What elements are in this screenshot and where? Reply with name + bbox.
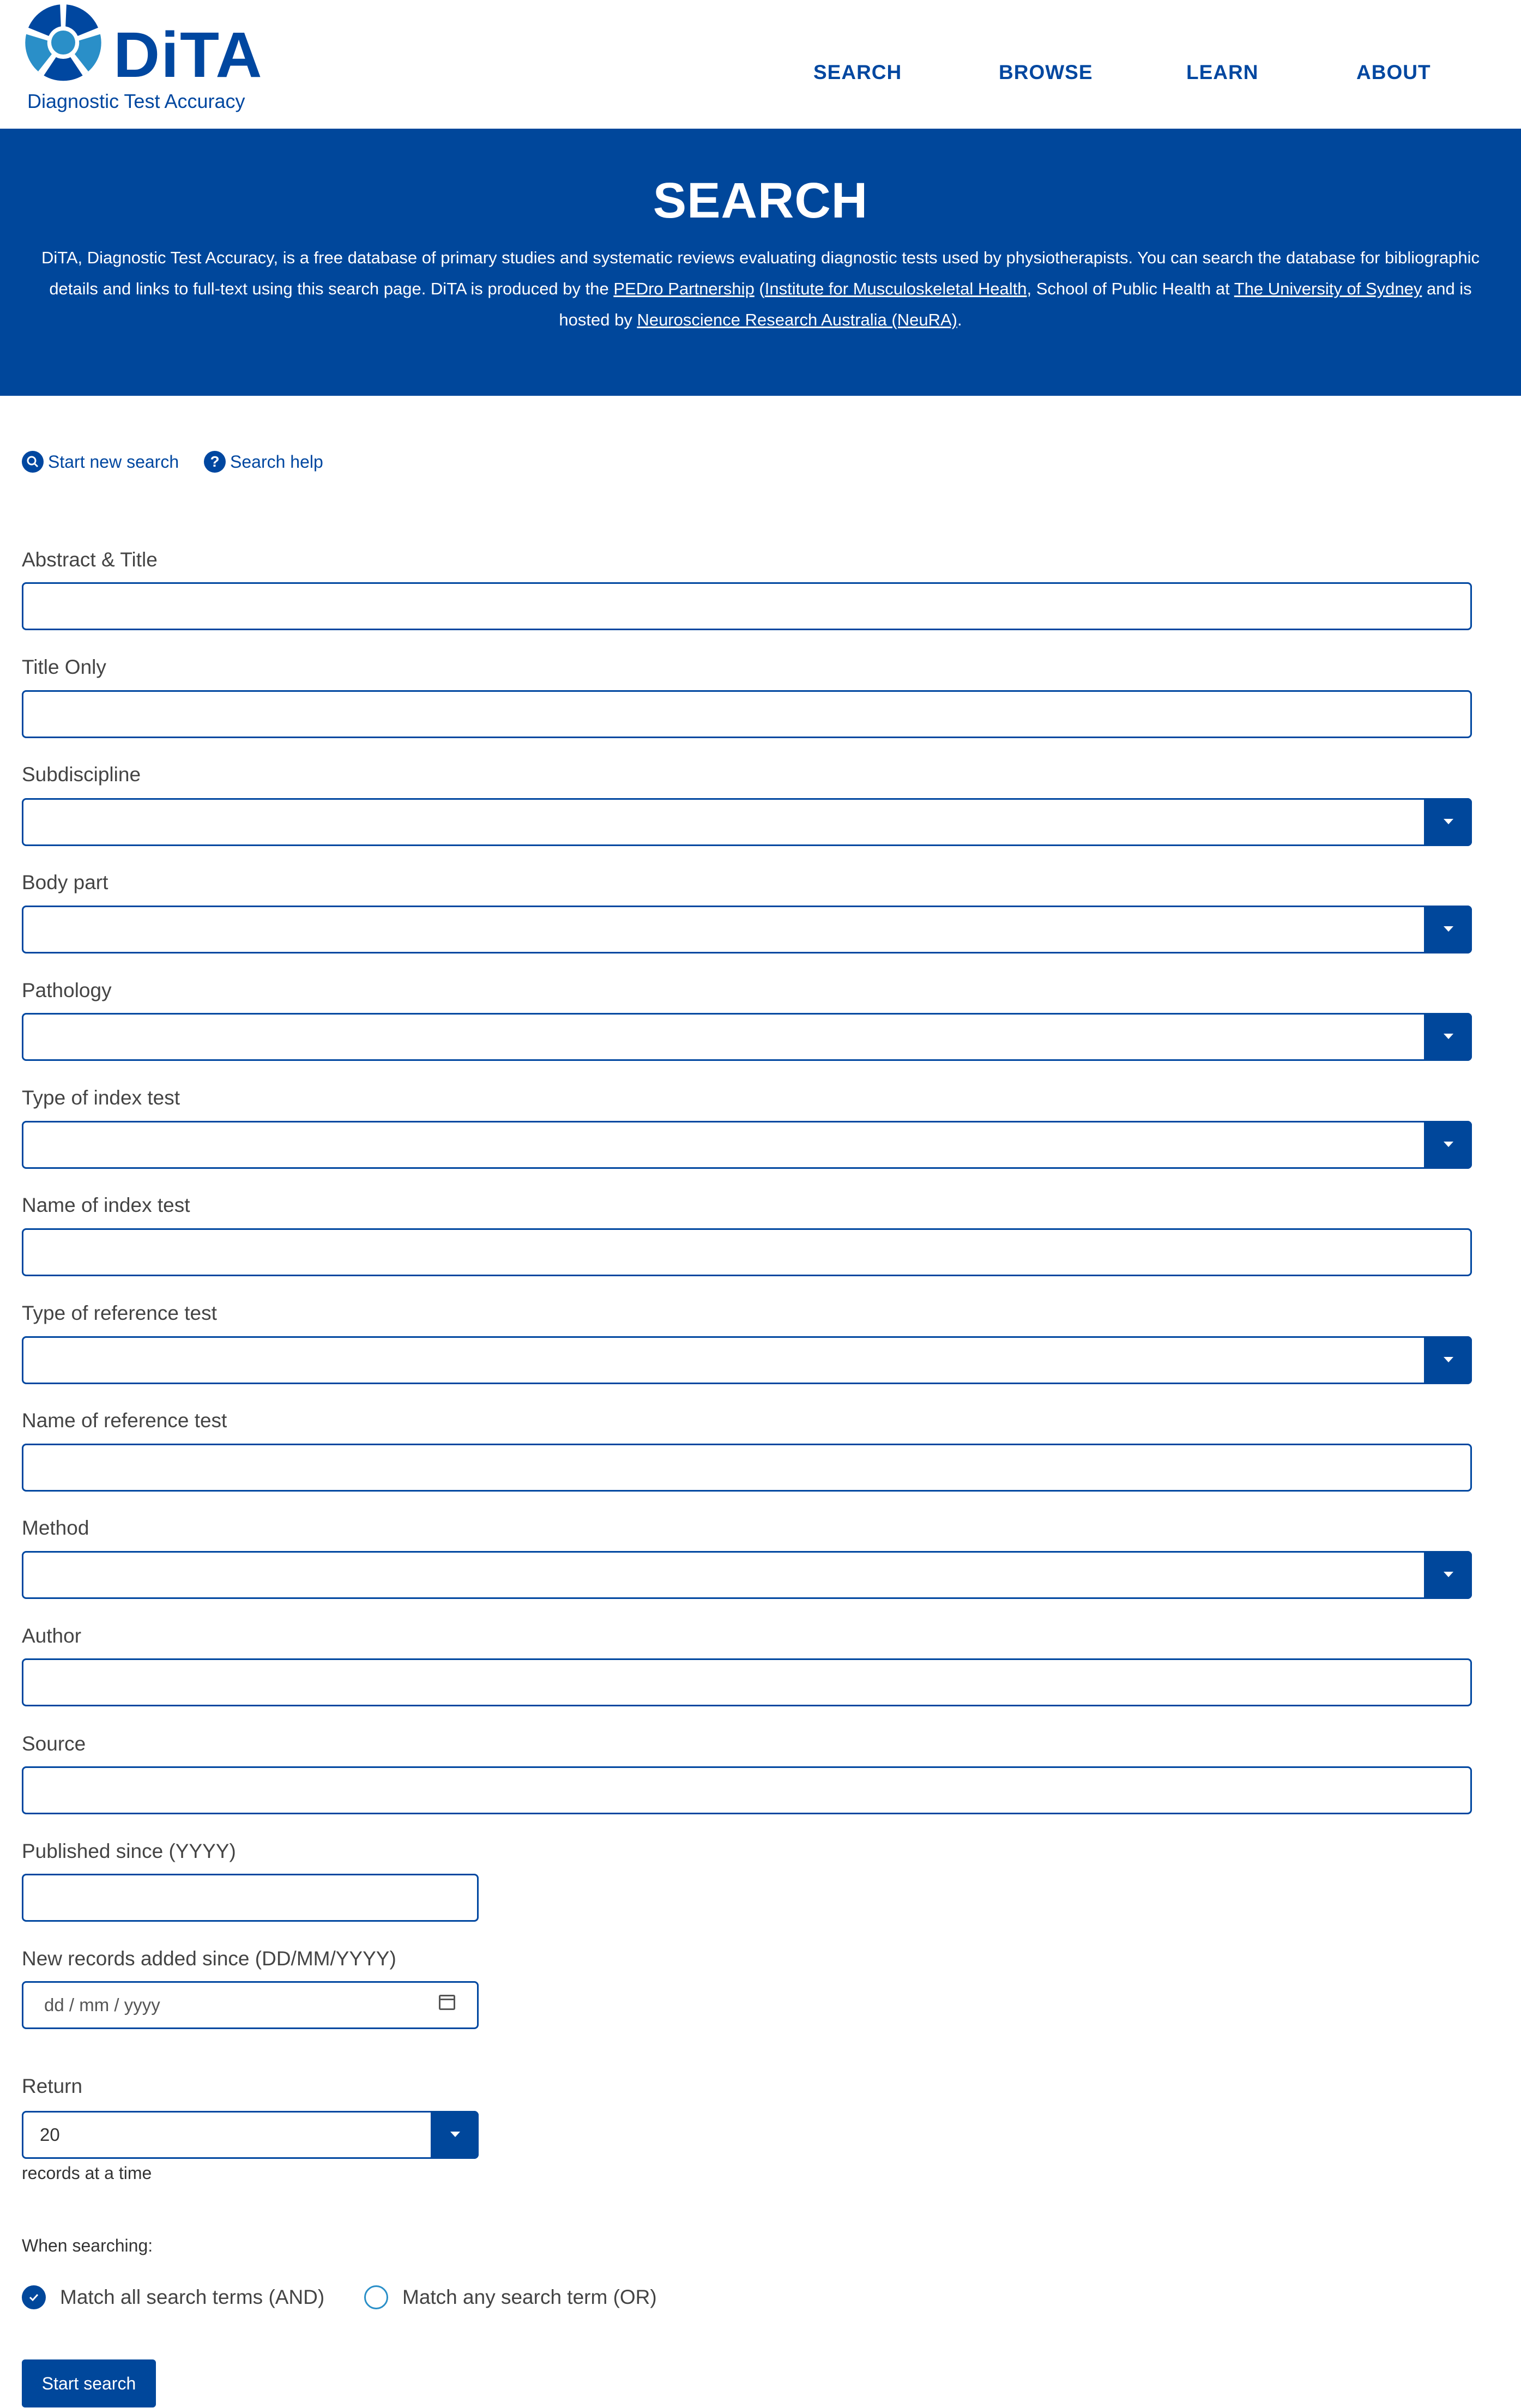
return-count-select[interactable]: [22, 2111, 479, 2159]
match-all-radio[interactable]: [22, 2285, 324, 2309]
source-text[interactable]: [23, 1768, 1470, 1813]
logo-tagline: Diagnostic Test Accuracy: [27, 90, 245, 112]
page-title: SEARCH: [653, 173, 868, 228]
pathology-label: Pathology: [22, 979, 112, 1001]
match-any-radio[interactable]: [364, 2285, 657, 2309]
index-type-select[interactable]: [22, 1121, 1472, 1169]
source-input[interactable]: [22, 1766, 1472, 1814]
reference-type-label: Type of reference test: [22, 1302, 217, 1324]
method-label: Method: [22, 1517, 89, 1539]
method-select[interactable]: [22, 1551, 1472, 1599]
reference-name-input[interactable]: [22, 1444, 1472, 1492]
index-name-input[interactable]: [22, 1228, 1472, 1276]
logo-wordmark: DiTA: [113, 19, 263, 91]
radio-circle-icon[interactable]: [364, 2285, 388, 2309]
search-help-label: Search help: [230, 451, 323, 472]
title-only-label: Title Only: [22, 656, 106, 678]
chevron-down-icon[interactable]: [431, 2111, 479, 2159]
start-search-button[interactable]: Start search: [22, 2359, 156, 2407]
subdiscipline-select[interactable]: [22, 798, 1472, 846]
subdiscipline-label: Subdiscipline: [22, 763, 141, 786]
link-pedro-partnership[interactable]: PEDro Partnership: [613, 279, 755, 298]
author-input[interactable]: [22, 1658, 1472, 1706]
abstract-title-text[interactable]: [23, 584, 1470, 629]
published-since-input[interactable]: [22, 1874, 479, 1922]
author-text[interactable]: [23, 1660, 1470, 1705]
banner-description: [38, 242, 1483, 335]
nav-search[interactable]: SEARCH: [813, 61, 902, 83]
index-name-label: Name of index test: [22, 1194, 190, 1216]
return-count-value: 20: [40, 2125, 60, 2145]
site-header: [0, 0, 1521, 129]
reference-name-text[interactable]: [23, 1445, 1470, 1490]
published-since-text[interactable]: [23, 1875, 477, 1920]
reference-type-select[interactable]: [22, 1336, 1472, 1384]
chevron-down-icon[interactable]: [1424, 798, 1472, 846]
dita-logo-icon: [21, 0, 113, 93]
index-type-label: Type of index test: [22, 1087, 180, 1109]
reference-name-label: Name of reference test: [22, 1409, 227, 1432]
link-neura[interactable]: Neuroscience Research Australia (NeuRA): [637, 310, 957, 329]
index-name-text[interactable]: [23, 1230, 1470, 1275]
dita-logo[interactable]: [21, 0, 282, 120]
title-only-text[interactable]: [23, 692, 1470, 737]
body-part-label: Body part: [22, 871, 108, 894]
pathology-select[interactable]: [22, 1013, 1472, 1061]
banner-text-4: and is hosted by: [559, 279, 1472, 329]
chevron-down-icon[interactable]: [1424, 906, 1472, 953]
banner-text-1: DiTA, Diagnostic Test Accuracy, is a free database of primary studies and systematic reviews evaluating diagnostic tests used by physiotherapists. You can search the database for bibliographic details and links to full-text using this search page. DiTA is produced by the: [41, 248, 1480, 298]
abstract-title-label: Abstract & Title: [22, 548, 158, 571]
author-label: Author: [22, 1625, 82, 1647]
return-label: Return: [22, 2075, 83, 2097]
search-banner: [0, 129, 1521, 396]
published-since-label: Published since (YYYY): [22, 1840, 236, 1862]
abstract-title-input[interactable]: [22, 582, 1472, 630]
match-all-label: Match all search terms (AND): [60, 2286, 325, 2308]
banner-text-2: (: [754, 279, 765, 298]
match-any-label: Match any search term (OR): [402, 2286, 657, 2308]
calendar-icon[interactable]: [439, 1995, 455, 2010]
chevron-down-icon[interactable]: [1424, 1551, 1472, 1599]
when-searching-label: When searching:: [22, 2236, 153, 2255]
help-icon: ?: [204, 451, 226, 473]
banner-text-5: .: [957, 310, 962, 329]
date-placeholder: dd / mm / yyyy: [44, 1995, 160, 2015]
check-icon[interactable]: [22, 2285, 46, 2309]
chevron-down-icon[interactable]: [1424, 1013, 1472, 1061]
start-new-search-link[interactable]: [22, 451, 179, 473]
banner-text-3: , School of Public Health at: [1027, 279, 1234, 298]
search-icon: [22, 451, 44, 473]
chevron-down-icon[interactable]: [1424, 1121, 1472, 1169]
start-new-search-label: Start new search: [48, 451, 179, 472]
body-part-select[interactable]: [22, 906, 1472, 953]
nav-about[interactable]: ABOUT: [1356, 61, 1431, 83]
records-since-date-input[interactable]: [22, 1981, 479, 2029]
link-institute-musculoskeletal[interactable]: Institute for Musculoskeletal Health: [764, 279, 1027, 298]
source-label: Source: [22, 1733, 86, 1755]
nav-browse[interactable]: BROWSE: [999, 61, 1093, 83]
records-since-label: New records added since (DD/MM/YYYY): [22, 1947, 396, 1970]
chevron-down-icon[interactable]: [1424, 1336, 1472, 1384]
records-suffix-label: records at a time: [22, 2163, 152, 2183]
title-only-input[interactable]: [22, 690, 1472, 738]
nav-learn[interactable]: LEARN: [1186, 61, 1259, 83]
link-university-sydney[interactable]: The University of Sydney: [1234, 279, 1422, 298]
search-help-link[interactable]: [204, 451, 323, 473]
